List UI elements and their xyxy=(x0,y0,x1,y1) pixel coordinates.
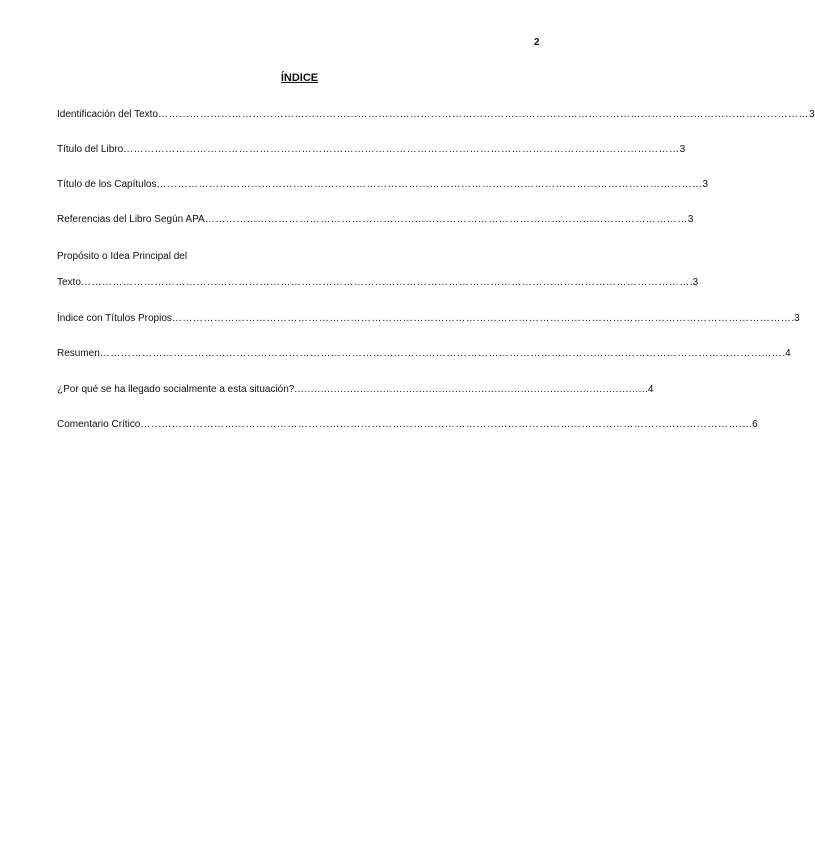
toc-entry-label: Comentario Crítico xyxy=(57,419,141,430)
toc-entry-proposito-texto xyxy=(57,276,699,290)
toc-entry-identificacion xyxy=(57,108,815,122)
toc-page-number: .6 xyxy=(749,419,758,430)
toc-entry-label: Índice con Títulos Propios xyxy=(57,313,172,324)
page-title: ÍNDICE xyxy=(280,72,319,84)
toc-leader-dots: ………………………………………………………………………………………………………………………………………………………… xyxy=(140,419,750,430)
toc-entry-titulo-capitulos xyxy=(57,178,709,192)
toc-entry-por-que xyxy=(57,383,654,397)
toc-entry-label: Título de los Capítulos xyxy=(57,179,157,190)
toc-page-number: 3 xyxy=(702,179,709,190)
toc-entry-label: Título del Libro xyxy=(57,144,124,155)
toc-page-number: .4 xyxy=(645,384,654,395)
toc-leader-dots: ………………………………………………………………………………………………………………………… xyxy=(204,214,688,225)
toc-page-number: 3 xyxy=(809,109,815,120)
toc-leader-dots: …………………………………………………………………………………………………………………………………………………………………………… xyxy=(99,348,783,359)
toc-entry-referencias-apa xyxy=(57,213,694,227)
toc-page-number: 3 xyxy=(679,144,686,155)
toc-leader-dots: …………………………………………………………………………………………………………………………………………………………………… xyxy=(158,109,809,120)
toc-entry-label: Texto xyxy=(57,277,81,288)
toc-leader-dots: …………………………………………………………………………………………………………………………………………………………… xyxy=(171,313,792,324)
toc-entry-indice-titulos xyxy=(57,312,800,326)
toc-page-number: 3 xyxy=(687,214,694,225)
toc-leader-dots: ........................................................................................................... xyxy=(294,384,646,395)
toc-page-number: .3 xyxy=(791,313,800,324)
toc-entry-label: ¿Por qué se ha llegado socialmente a esta situación? xyxy=(57,384,295,395)
toc-entry-titulo-libro xyxy=(57,143,686,157)
toc-leader-dots: ………………………………………………………………………………………………………………………………………………………… xyxy=(80,277,690,288)
toc-entry-label: Referencias del Libro Según APA xyxy=(57,214,205,225)
toc-page-number: .3 xyxy=(689,277,699,288)
toc-leader-dots: …………………………………………………………………………………………………………………………………………… xyxy=(123,144,680,155)
toc-entry-label: Identificación del Texto xyxy=(57,109,158,120)
toc-leader-dots: ………………………………………………………………………………………………………………………………………… xyxy=(156,179,703,190)
toc-entry-proposito-line1: Propósito o Idea Principal del xyxy=(57,251,188,262)
toc-entry-comentario-critico xyxy=(57,418,758,432)
page-number: 2 xyxy=(534,37,540,48)
toc-entry-resumen xyxy=(57,347,791,361)
toc-page-number: .4 xyxy=(782,348,791,359)
toc-entry-label: Resumen xyxy=(57,348,100,359)
